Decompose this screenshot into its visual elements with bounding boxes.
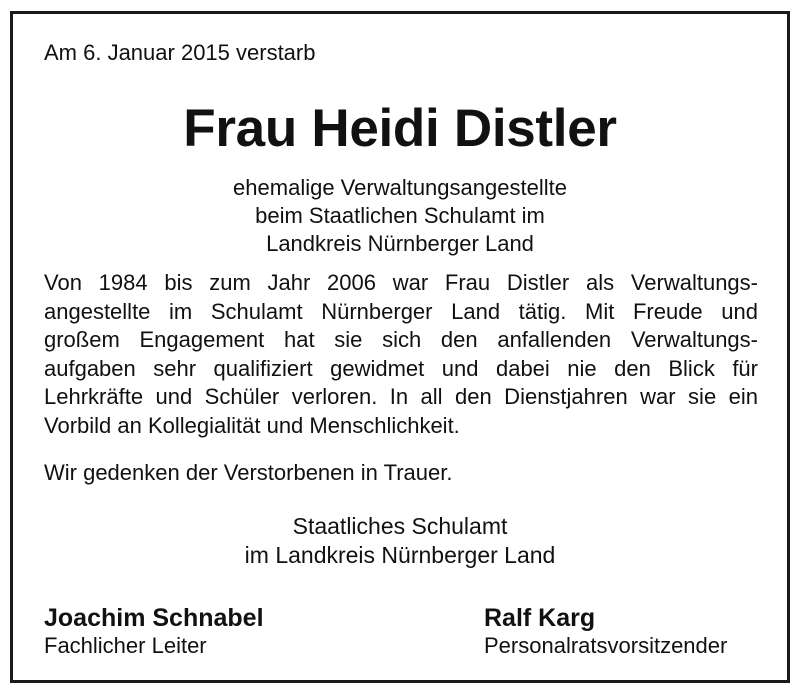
tribute-line: angestellte im Schulamt Nürnberger Land tätig. Mit Freude und [44, 298, 758, 324]
organization-name [13, 512, 787, 570]
tribute-line: großem Engagement hat sie sich den anfallenden Verwaltungs- [44, 327, 758, 352]
intro-line: Am 6. Januar 2015 verstarb [44, 40, 316, 65]
role-line: beim Staatlichen Schulamt im [255, 203, 545, 228]
obituary-notice [10, 11, 790, 683]
signatory-right [484, 603, 727, 659]
tribute-paragraph [44, 269, 758, 440]
organization-line: Staatliches Schulamt [292, 513, 508, 539]
tribute-line: Lehrkräfte und Schüler verloren. In all den Dienstjahren war sie ein [44, 384, 758, 409]
tribute-line: Von 1984 bis zum Jahr 2006 war Frau Distler als Verwaltungs- [44, 270, 758, 295]
tribute-line: aufgaben sehr qualifiziert gewidmet und dabei nie den Blick für [44, 355, 758, 381]
signatory-left [44, 603, 264, 659]
role-description [13, 174, 787, 258]
signatory-title: Fachlicher Leiter [44, 633, 207, 658]
deceased-name: Frau Heidi Distler [183, 99, 617, 158]
tribute-line: Vorbild an Kollegialität und Menschlichkeit. [44, 412, 460, 438]
signatory-name: Joachim Schnabel [44, 604, 264, 632]
role-line: Landkreis Nürnberger Land [266, 231, 534, 256]
organization-line: im Landkreis Nürnberger Land [244, 542, 556, 568]
signatory-title: Personalratsvorsitzender [484, 633, 728, 658]
mourning-line: Wir gedenken der Verstorbenen in Trauer. [44, 460, 453, 485]
signatory-name: Ralf Karg [484, 604, 596, 632]
role-line: ehemalige Verwaltungsangestellte [233, 175, 567, 200]
